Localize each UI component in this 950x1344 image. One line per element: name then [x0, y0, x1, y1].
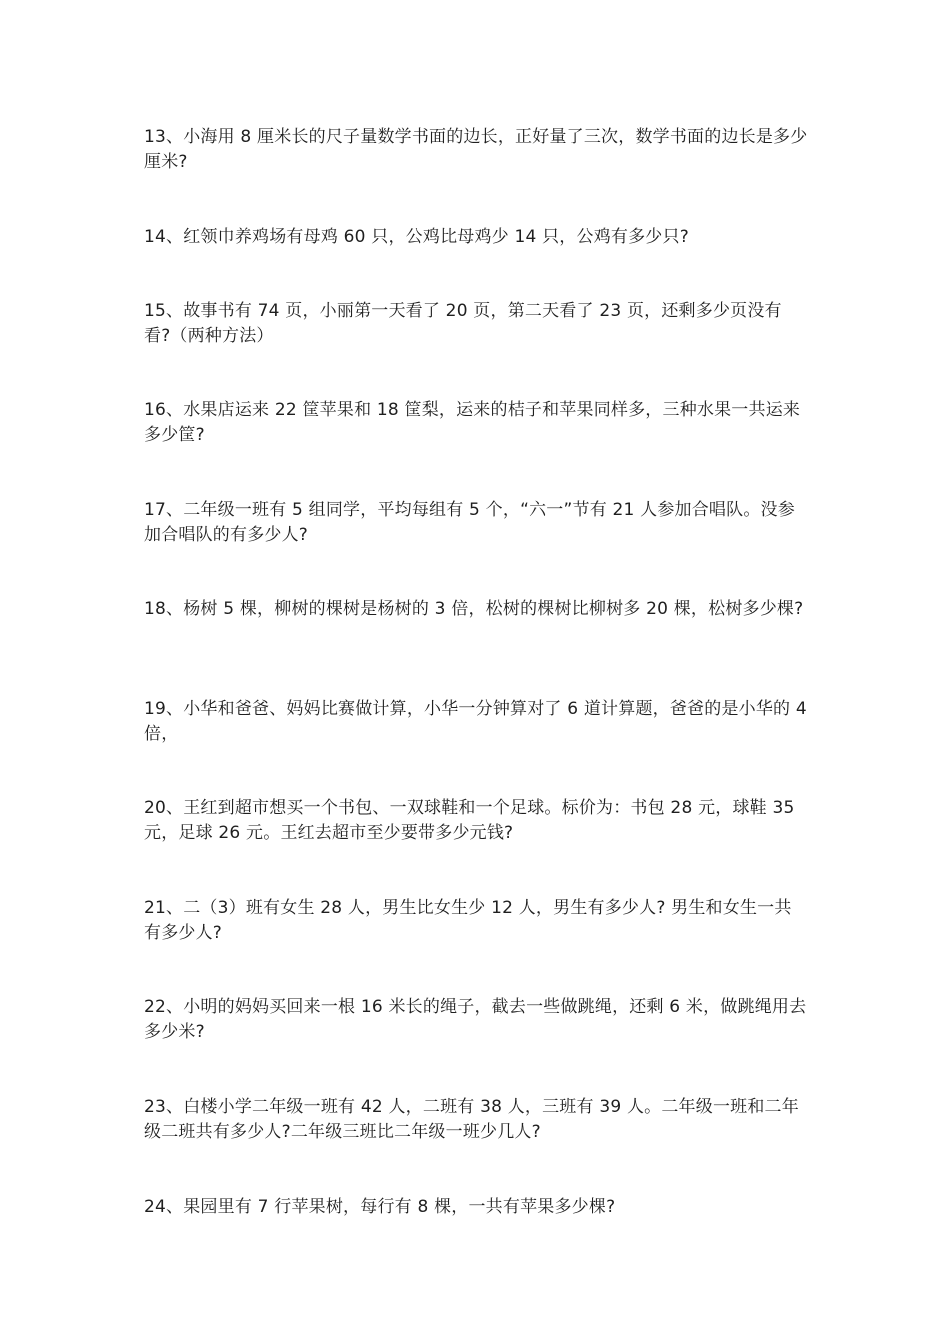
problem-18: 18、杨树 5 棵，柳树的棵树是杨树的 3 倍，松树的棵树比柳树多 20 棵，松树多少棵? — [144, 599, 804, 619]
problem-14: 14、红领巾养鸡场有母鸡 60 只，公鸡比母鸡少 14 只，公鸡有多少只? — [144, 227, 689, 247]
problem-21: 21、二（3）班有女生 28 人，男生比女生少 12 人，男生有多少人? 男生和女生一共有多少人? — [144, 898, 792, 943]
problem-24: 24、果园里有 7 行苹果树，每行有 8 棵，一共有苹果多少棵? — [144, 1197, 616, 1217]
problem-16: 16、水果店运来 22 筐苹果和 18 筐梨，运来的桔子和苹果同样多，三种水果一共运来多少筐? — [144, 400, 801, 445]
problem-17: 17、二年级一班有 5 组同学，平均每组有 5 个，“六一”节有 21 人参加合唱队。没参加合唱队的有多少人? — [144, 500, 795, 545]
problem-15: 15、故事书有 74 页，小丽第一天看了 20 页，第二天看了 23 页，还剩多少页没有看?（两种方法） — [144, 301, 782, 346]
problem-20: 20、王红到超市想买一个书包、一双球鞋和一个足球。标价为：书包 28 元，球鞋 35 元，足球 26 元。王红去超市至少要带多少元钱? — [144, 798, 795, 843]
problem-22: 22、小明的妈妈买回来一根 16 米长的绳子，截去一些做跳绳，还剩 6 米，做跳绳用去多少米? — [144, 997, 807, 1042]
problem-19: 19、小华和爸爸、妈妈比赛做计算，小华一分钟算对了 6 道计算题，爸爸的是小华的 4 倍， — [144, 699, 807, 744]
problem-13: 13、小海用 8 厘米长的尺子量数学书面的边长，正好量了三次，数学书面的边长是多少厘米? — [144, 127, 808, 172]
problem-23: 23、白楼小学二年级一班有 42 人，二班有 38 人，三班有 39 人。二年级一班和二年级二班共有多少人?二年级三班比二年级一班少几人? — [144, 1097, 799, 1142]
